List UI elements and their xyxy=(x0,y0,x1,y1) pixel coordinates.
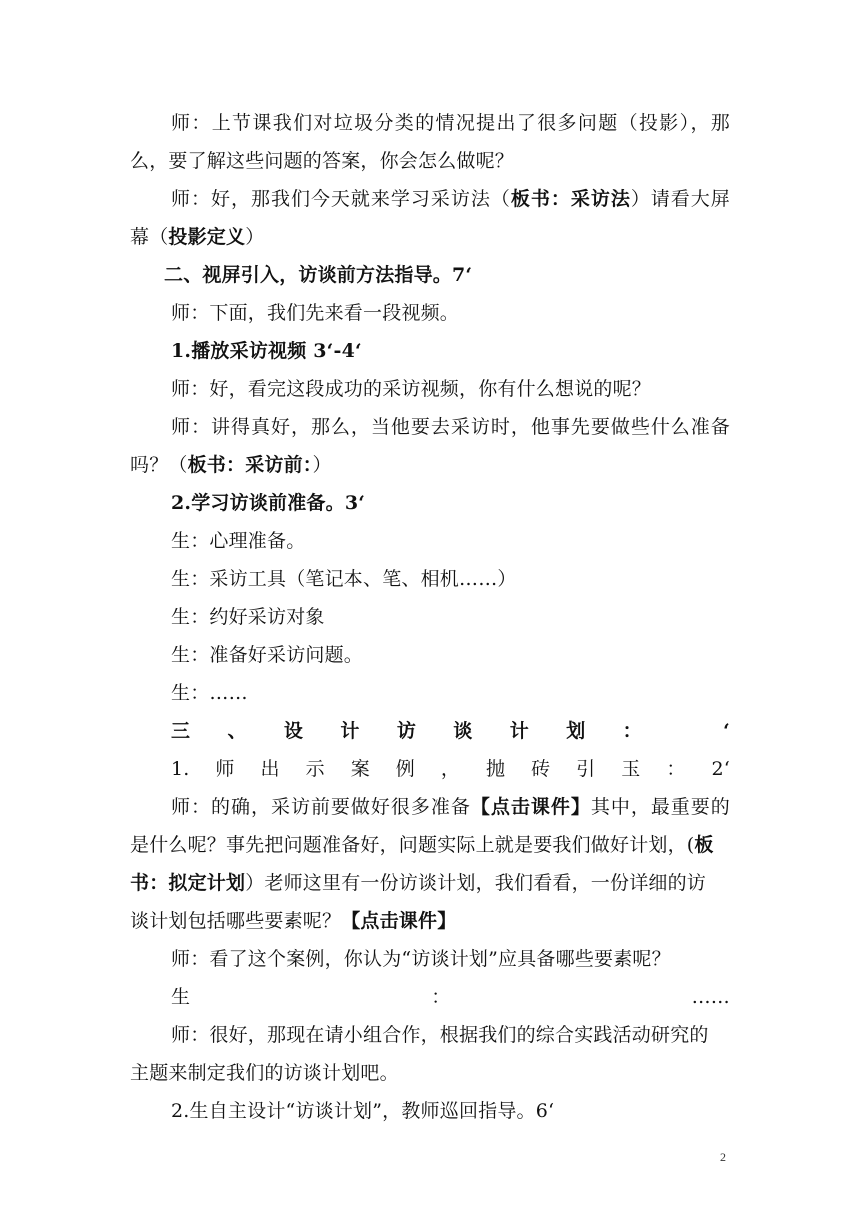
paragraph-line xyxy=(130,1060,730,1086)
bold-text-run: 书：拟定计划 xyxy=(130,872,246,894)
bold-text-run: 投影定义 xyxy=(168,226,246,248)
paragraph-line xyxy=(130,870,730,896)
text-run: 生：约好采访对象 xyxy=(171,606,325,628)
paragraph-line xyxy=(171,300,730,326)
text-run: 师：下面，我们先来看一段视频。 xyxy=(171,302,460,324)
text-run: 生：心理准备。 xyxy=(171,530,306,552)
text-run: 其中，最重要的 xyxy=(590,796,730,818)
paragraph-line xyxy=(171,756,730,782)
paragraph-line xyxy=(130,148,730,174)
bold-text-run: 1.播放采访视频 3‘-4‘ xyxy=(171,340,362,362)
text-run: 吗？（ xyxy=(130,454,188,476)
text-run: 师：上节课我们对垃圾分类的情况提出了很多问题（投影），那 xyxy=(171,112,730,134)
text-run: ）请看大屏 xyxy=(630,188,730,210)
bold-text-run: 板 xyxy=(694,834,714,856)
text-run: 师：好，那我们今天就来学习采访法（ xyxy=(171,188,511,210)
text-run: ）老师这里有一份访谈计划，我们看看，一份详细的访 xyxy=(245,872,707,894)
bold-text-run: 2.学习访谈前准备。3‘ xyxy=(171,492,366,514)
paragraph-line xyxy=(171,528,730,554)
bold-text-run: 二、视屏引入，访谈前方法指导。7‘ xyxy=(164,264,473,286)
paragraph-line xyxy=(171,566,730,592)
paragraph-line xyxy=(164,262,730,288)
bold-text-run: 三、设计访谈计划： ‘ xyxy=(171,720,730,742)
paragraph-line xyxy=(171,604,730,630)
paragraph-line xyxy=(171,946,730,972)
text-run: 主题来制定我们的访谈计划吧。 xyxy=(130,1062,399,1084)
text-run: 师：的确，采访前要做好很多准备 xyxy=(171,796,471,818)
paragraph-line xyxy=(171,414,730,440)
paragraph-line xyxy=(171,718,730,744)
paragraph-line xyxy=(130,452,730,478)
text-run: 1.师出示案例，抛砖引玉：2‘ xyxy=(171,758,730,780)
text-run: 生：准备好采访问题。 xyxy=(171,644,364,666)
text-run: ） xyxy=(312,454,332,476)
paragraph-line xyxy=(171,338,730,364)
paragraph-line xyxy=(171,1098,730,1124)
bold-text-run: 【点击课件】 xyxy=(470,796,591,818)
text-run: 谈计划包括哪些要素呢？ xyxy=(130,910,342,932)
text-run: 师：讲得真好，那么，当他要去采访时，他事先要做些什么准备 xyxy=(171,416,730,438)
text-run: 生：…… xyxy=(171,986,730,1008)
page-number: 2 xyxy=(720,1150,726,1164)
text-run: 师：看了这个案例，你认为“访谈计划”应具备哪些要素呢？ xyxy=(171,948,671,970)
bold-text-run: 板书：采访前： xyxy=(187,454,313,476)
paragraph-line xyxy=(171,1022,730,1048)
text-run: 生：采访工具（笔记本、笔、相机……） xyxy=(171,568,517,590)
text-run: 么，要了解这些问题的答案，你会怎么做呢？ xyxy=(130,150,515,172)
text-run: 2.生自主设计“访谈计划”，教师巡回指导。6‘ xyxy=(171,1100,555,1122)
text-run: 生：…… xyxy=(171,682,248,704)
text-run: 是什么呢？事先把问题准备好，问题实际上就是要我们做好计划，( xyxy=(130,834,695,856)
text-run: ） xyxy=(245,226,265,248)
paragraph-line xyxy=(171,642,730,668)
paragraph-line xyxy=(171,186,730,212)
paragraph-line xyxy=(171,110,730,136)
paragraph-line xyxy=(130,224,730,250)
bold-text-run: 【点击课件】 xyxy=(341,910,457,932)
paragraph-line xyxy=(171,490,730,516)
paragraph-line xyxy=(130,832,730,858)
paragraph-line xyxy=(171,680,730,706)
paragraph-line xyxy=(171,984,730,1010)
paragraph-line xyxy=(171,376,730,402)
text-run: 幕（ xyxy=(130,226,169,248)
bold-text-run: 板书：采访法 xyxy=(510,188,631,210)
paragraph-line xyxy=(171,794,730,820)
paragraph-line xyxy=(130,908,730,934)
text-run: 师：很好，那现在请小组合作，根据我们的综合实践活动研究的 xyxy=(171,1024,709,1046)
text-run: 师：好，看完这段成功的采访视频，你有什么想说的呢？ xyxy=(171,378,652,400)
